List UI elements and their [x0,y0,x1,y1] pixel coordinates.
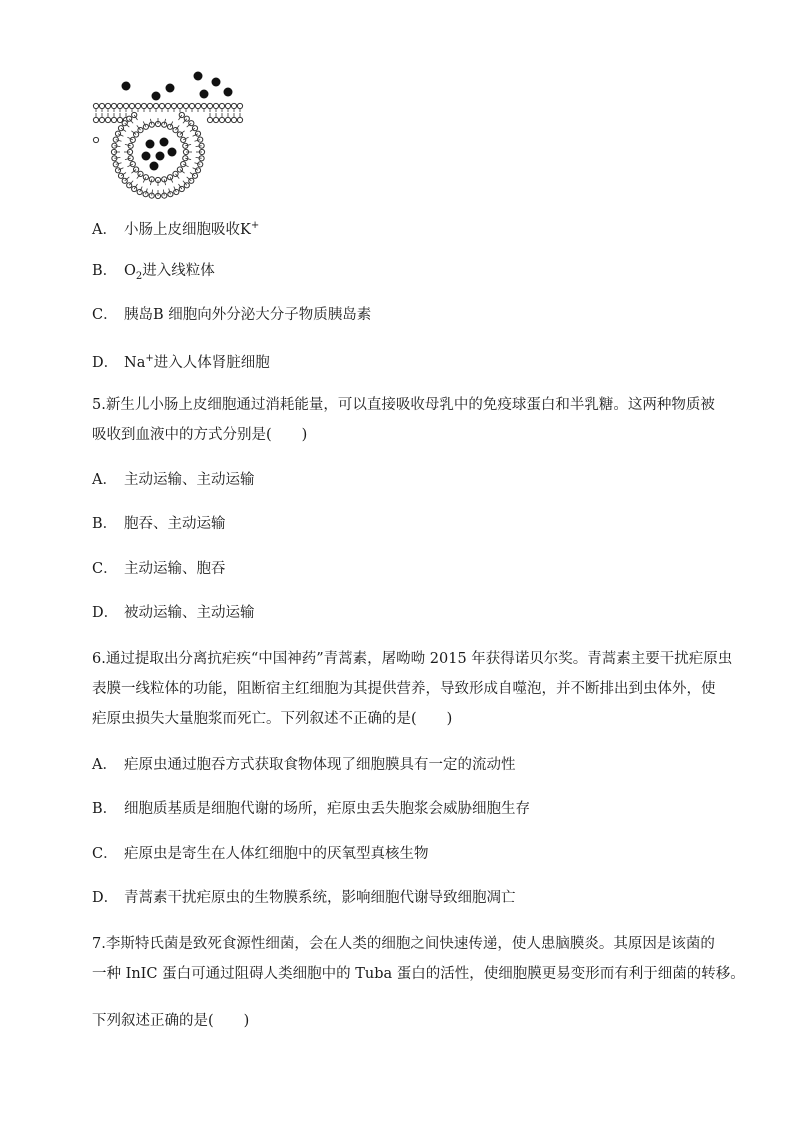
lipid-head [225,103,230,108]
lipid-head [237,103,242,108]
lipid-head [165,103,170,108]
lipid-head [231,103,236,108]
lipid-head [177,103,182,108]
lipid-head [213,117,218,122]
cargo-molecule [146,140,155,149]
lipid-head [135,103,140,108]
q4-option-c: C． 胰岛B 细胞向外分泌大分子物质胰岛素 [92,307,372,323]
lipid-head [99,117,104,122]
q6-option-c: C． 疟原虫是寄生在人体红细胞中的厌氧型真核生物 [92,846,429,862]
q6-stem-line2: 表膜一线粒体的功能，阻断宿主红细胞为其提供营养，导致形成自噬泡，并不断排出到虫体外，使 [92,681,716,697]
molecule [194,72,203,81]
molecule [224,88,233,97]
lipid-head [159,103,164,108]
lipid-head [113,162,118,167]
molecule [166,84,175,93]
lipid-head [123,103,128,108]
vesicle [93,112,204,198]
lipid-head [207,117,212,122]
cargo-molecule [150,162,159,171]
q7-stem-line1: 7.李斯特氏菌是致死食源性细菌，会在人类的细胞之间快速传递，使人患脑膜炎。其原因是该菌的 [92,936,715,952]
lipid-head [219,117,224,122]
lipid-head [162,122,167,127]
cargo-molecule [142,152,151,161]
lipid-head [128,156,133,161]
lipid-head [225,117,230,122]
lipid-head [237,117,242,122]
lipid-head [93,117,98,122]
q4-option-b: B． $O_2$进入线粒体 [92,263,215,282]
q6-stem-line1: 6.通过提取出分离抗疟疾“中国神药”青蒿素，屠呦呦 2015 年获得诺贝尔奖。青蒿素主要干扰疟原虫 [92,651,733,667]
cargo-molecule [156,152,165,161]
molecule [200,90,209,99]
lipid-head [105,103,110,108]
q6-option-a: A． 疟原虫通过胞吞方式获取食物体现了细胞膜具有一定的流动性 [92,757,516,773]
lipid-head [213,103,218,108]
lipid-head [189,103,194,108]
q5-option-d: D． 被动运输、主动运输 [92,605,255,621]
q5-option-a: A． 主动运输、主动运输 [92,472,255,488]
lipid-head [143,192,148,197]
endocytosis-figure [90,68,250,200]
molecule [212,78,221,87]
lipid-head [93,137,98,142]
lipid-head [201,103,206,108]
cargo-molecule [160,138,169,147]
lipid-head [147,103,152,108]
lipid-head [171,103,176,108]
lipid-head [149,122,154,127]
lipid-head [105,117,110,122]
lipid-head [219,103,224,108]
q7-stem-line2: 一种 InIC 蛋白可通过阻碍人类细胞中的 Tuba 蛋白的活性，使细胞膜更易变形而有利于细菌的转移。 [92,966,745,982]
q5-stem-line1: 5.新生儿小肠上皮细胞通过消耗能量，可以直接吸收母乳中的免疫球蛋白和半乳糖。这两种物质被 [92,397,715,413]
molecule [152,92,161,101]
q6-option-b: B． 细胞质基质是细胞代谢的场所，疟原虫丢失胞浆会威胁细胞生存 [92,801,530,817]
lipid-head [99,103,104,108]
molecule [122,82,131,91]
lipid-head [111,117,116,122]
lipid-head [207,103,212,108]
lipid-head [141,103,146,108]
cargo-molecule [168,148,177,157]
lipid-head [93,103,98,108]
q5-option-b: B． 胞吞、主动运输 [92,516,226,532]
extracellular-molecules [122,72,233,101]
lipid-head [168,192,173,197]
q7-stem-line3: 下列叙述正确的是( ) [92,1013,250,1029]
q4-option-a: A． 小肠上皮细胞吸收K+ [92,220,260,238]
lipid-head [117,103,122,108]
q6-option-d: D． 青蒿素干扰疟原虫的生物膜系统，影响细胞代谢导致细胞凋亡 [92,890,516,906]
lipid-head [117,117,122,122]
lipid-head [128,143,133,148]
lipid-head [195,103,200,108]
q5-stem-line2: 吸收到血液中的方式分别是( ) [92,427,308,443]
cell-membrane [93,103,242,122]
lipid-head [111,103,116,108]
q6-stem-line3: 疟原虫损失大量胞浆而死亡。下列叙述不正确的是( ) [92,711,453,727]
lipid-head [153,103,158,108]
q5-option-c: C． 主动运输、胞吞 [92,561,226,577]
lipid-head [231,117,236,122]
lipid-head [183,103,188,108]
q4-option-d: D． Na+进入人体肾脏细胞 [92,353,270,371]
lipid-head [129,103,134,108]
lipid-head [113,137,118,142]
